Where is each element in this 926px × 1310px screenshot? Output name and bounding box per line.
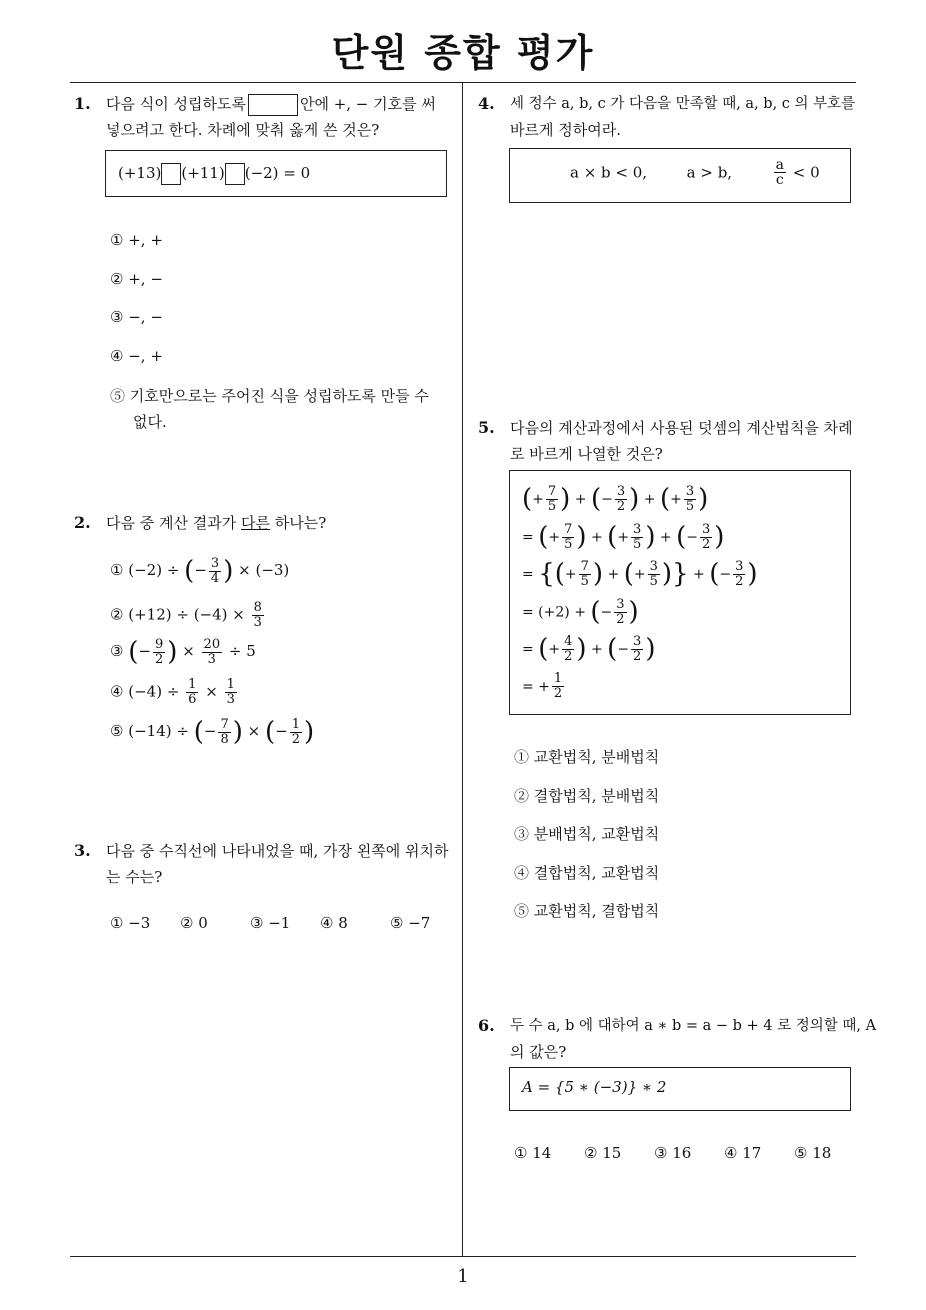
option-4[interactable]: ④ 8 xyxy=(320,914,348,932)
option-3[interactable]: ③ −1 xyxy=(250,914,291,932)
option-4[interactable]: ④ 17 xyxy=(724,1144,762,1162)
question-text: 로 바르게 나열한 것은? xyxy=(510,445,663,463)
option-5[interactable]: ⑤ 18 xyxy=(794,1144,832,1162)
top-rule xyxy=(70,82,856,83)
option-2[interactable]: ② 결합법칙, 분배법칙 xyxy=(514,787,660,805)
expression-box: (+13) (+11) (−2) = 0 xyxy=(105,150,447,197)
question-number: 2. xyxy=(74,513,91,532)
question-text: 는 수는? xyxy=(106,868,163,886)
question-text: 다음 중 계산 결과가 다른 하나는? xyxy=(106,514,327,532)
question-text: 바르게 정하여라. xyxy=(510,121,621,139)
question-text: 다음 식이 성립하도록 안에 +, − 기호를 써 xyxy=(106,91,436,117)
option-4[interactable]: ④ −, + xyxy=(110,347,163,365)
option-3[interactable]: ③ −, − xyxy=(110,308,163,326)
question-text: 두 수 a, b 에 대하여 a ∗ b = a − b + 4 로 정의할 때, A xyxy=(510,1018,877,1034)
option-1[interactable]: ① 교환법칙, 분배법칙 xyxy=(514,748,660,766)
question-number: 4. xyxy=(478,94,495,113)
option-1[interactable]: ① 14 xyxy=(514,1144,552,1162)
option-3[interactable]: ③ 분배법칙, 교환법칙 xyxy=(514,825,660,843)
option-5[interactable]: ⑤ 교환법칙, 결합법칙 xyxy=(514,902,660,920)
option-5[interactable]: ⑤ −7 xyxy=(390,914,431,932)
option-4[interactable]: ④ 결합법칙, 교환법칙 xyxy=(514,864,660,882)
option-3[interactable]: ③ 16 xyxy=(654,1144,692,1162)
question-text: 다음의 계산과정에서 사용된 덧셈의 계산법칙을 차례 xyxy=(510,419,853,437)
option-5[interactable]: ⑤ (−14) ÷ (− $\frac{7}{8}$ ) × (− $\frac{1}{2}$ ) xyxy=(110,716,315,747)
answer-blank[interactable] xyxy=(248,94,298,116)
question-text: 의 값은? xyxy=(510,1043,567,1061)
question-text: 넣으려고 한다. 차례에 맞춰 옳게 쓴 것은? xyxy=(106,121,380,139)
option-5[interactable]: ⑤ 기호만으로는 주어진 식을 성립하도록 만들 수 xyxy=(110,387,429,405)
option-3[interactable]: ③ (− $\frac{9}{2}$ ) × $\frac{20}{3}$ ÷ 5 xyxy=(110,636,256,667)
question-number: 5. xyxy=(478,418,495,437)
question-number: 3. xyxy=(74,841,91,860)
option-5-cont: 없다. xyxy=(133,413,167,431)
expression-box: A = {5 ∗ (−3)} ∗ 2 xyxy=(509,1067,851,1111)
question-number: 6. xyxy=(478,1016,495,1035)
bottom-rule xyxy=(70,1256,856,1257)
question-text: 다음 중 수직선에 나타내었을 때, 가장 왼쪽에 위치하 xyxy=(106,842,449,860)
option-2[interactable]: ② (+12) ÷ (−4) × $\frac{8}{3}$ xyxy=(110,600,262,630)
page-number: 1 xyxy=(457,1266,469,1287)
option-1[interactable]: ① (−2) ÷ (− $\frac{3}{4}$ ) × (−3) xyxy=(110,555,290,586)
option-1[interactable]: ① −3 xyxy=(110,914,151,932)
option-2[interactable]: ② 0 xyxy=(180,914,208,932)
option-4[interactable]: ④ (−4) ÷ $\frac{1}{6}$ × $\frac{1}{3}$ xyxy=(110,677,235,707)
answer-square[interactable] xyxy=(225,163,245,185)
question-text: 세 정수 a, b, c 가 다음을 만족할 때, a, b, c 의 부호를 xyxy=(510,96,856,112)
question-number: 1. xyxy=(74,94,91,113)
option-2[interactable]: ② +, − xyxy=(110,270,163,288)
column-divider xyxy=(462,83,463,1256)
option-1[interactable]: ① +, + xyxy=(110,231,163,249)
condition-box: a × b < 0, a > b, $\frac{a}{c}$ < 0 xyxy=(509,148,851,203)
page-title: 단원 종합 평가 xyxy=(331,31,595,75)
answer-square[interactable] xyxy=(161,163,181,185)
option-2[interactable]: ② 15 xyxy=(584,1144,622,1162)
calculation-box: (+ $\frac{7}{5}$ ) + (− $\frac{3}{2}$ ) + (+ $\frac{3}{5}$ ) = (+ $\frac{7}{5}$ ) + (+ $\frac{3}{5}$ ) + (− $\frac{3}{2}$ ) = {(+ $\frac{7}{5}$ ) + (+ $\frac{3}{5}$ )} + (− $\frac{3}{2}$ ) = (+2) + (− $\frac{3}{2}$ ) = (+ $\frac{4}{2}$ ) + (− $\frac{3}{2}$ ) = + $\frac{1}{2}$ xyxy=(509,470,851,715)
